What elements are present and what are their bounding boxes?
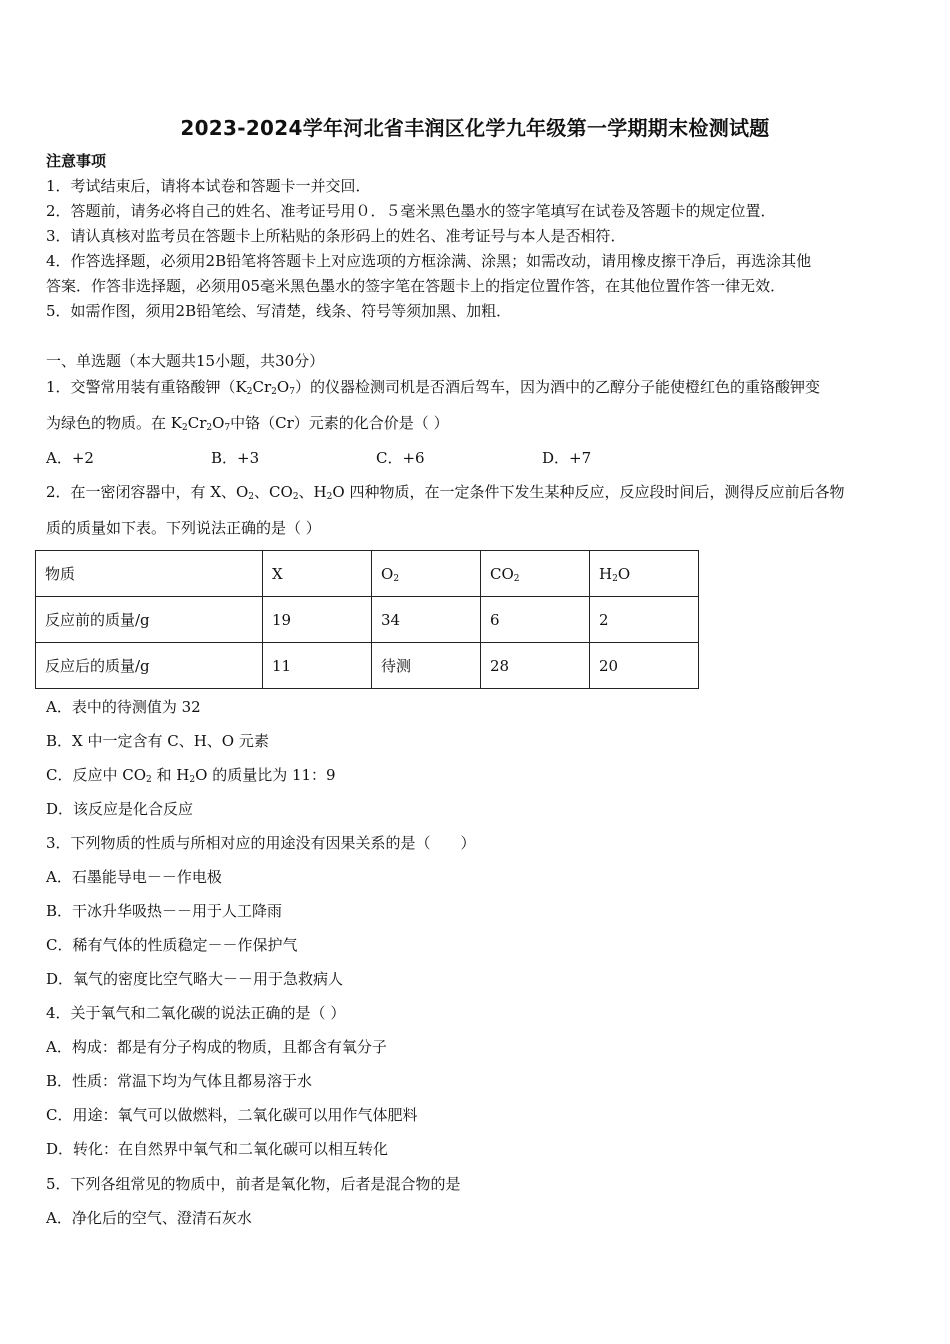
question-3-option-a[interactable]: A．石墨能导电－－作电极 [46,868,222,886]
table-cell: $O_2$ [372,551,481,597]
option-c[interactable]: C．+6 [376,449,425,467]
table-cell: 待测 [372,643,481,689]
question-2-stem-line1: 2．在一密闭容器中，有 X、$O_2$、$CO_2$、$H_2O$ 四种物质，在一定条件下发生某种反应，反应段时间后，测得反应前后各物 [46,483,845,502]
option-d[interactable]: D．+7 [542,449,592,467]
notice-item: 2．答题前，请务必将自己的姓名、准考证号用０．５毫米黑色墨水的签字笔填写在试卷及答题卡的规定位置． [46,202,776,220]
question-4-option-a[interactable]: A．构成：都是有分子构成的物质，且都含有氧分子 [46,1038,387,1056]
table-cell: $CO_2$ [481,551,590,597]
table-cell: X [263,551,372,597]
table-row [36,597,699,643]
table-cell: 反应前的质量/g [36,597,263,643]
table-cell: 反应后的质量/g [36,643,263,689]
question-2-stem-line2: 质的质量如下表。下列说法正确的是（ ） [46,519,321,537]
question-4-stem: 4．关于氧气和二氧化碳的说法正确的是（ ） [46,1004,346,1022]
section-heading: 一、单选题（本大题共15小题，共30分） [46,352,325,370]
question-1-stem-line2: 为绿色的物质。在 $K_2Cr_2O_7$中铬（Cr）元素的化合价是（ ） [46,414,449,433]
table-cell: $H_2O$ [590,551,699,597]
option-a[interactable]: A．+2 [46,449,94,467]
question-4-option-b[interactable]: B．性质：常温下均为气体且都易溶于水 [46,1072,313,1090]
notice-item: 5．如需作图，须用2B铅笔绘、写清楚，线条、符号等须加黑、加粗． [46,302,512,320]
table-row [36,643,699,689]
question-5-stem: 5．下列各组常见的物质中，前者是氧化物，后者是混合物的是 [46,1175,461,1193]
table-cell: 2 [590,597,699,643]
notice-heading: 注意事项 [46,152,107,170]
question-3-option-b[interactable]: B．干冰升华吸热－－用于人工降雨 [46,902,283,920]
question-1-options [46,447,666,467]
question-1-stem-line1: 1．交警常用装有重铬酸钾$(K_2Cr_2O_7)$的仪器检测司机是否酒后驾车，因为酒中的乙醇分子能使橙红色的重铬酸钾变 [46,378,820,397]
table-cell: 19 [263,597,372,643]
table-header-row [36,551,699,597]
mass-table [35,550,699,689]
question-2-option-c[interactable]: C．反应中 $CO_2$ 和 $H_2O$ 的质量比为 11：9 [46,766,336,785]
question-4-option-d[interactable]: D．转化：在自然界中氧气和二氧化碳可以相互转化 [46,1140,389,1158]
table-cell: 34 [372,597,481,643]
question-2-option-a[interactable]: A．表中的待测值为 32 [46,698,201,716]
question-2-option-d[interactable]: D．该反应是化合反应 [46,800,194,818]
option-b[interactable]: B．+3 [211,449,260,467]
question-5-option-a[interactable]: A．净化后的空气、澄清石灰水 [46,1209,252,1227]
exam-title: 2023-2024学年河北省丰润区化学九年级第一学期期末检测试题 [180,116,770,140]
table-cell: 6 [481,597,590,643]
question-3-stem: 3．下列物质的性质与所相对应的用途没有因果关系的是（ ） [46,834,476,852]
question-4-option-c[interactable]: C．用途：氧气可以做燃料，二氧化碳可以用作气体肥料 [46,1106,418,1124]
notice-item: 1．考试结束后，请将本试卷和答题卡一并交回． [46,177,371,195]
table-cell: 20 [590,643,699,689]
question-2-option-b[interactable]: B．X 中一定含有 C、H、O 元素 [46,732,269,750]
question-3-option-c[interactable]: C．稀有气体的性质稳定－－作保护气 [46,936,298,954]
notice-item: 3．请认真核对监考员在答题卡上所粘贴的条形码上的姓名、准考证号与本人是否相符． [46,227,626,245]
question-3-option-d[interactable]: D．氧气的密度比空气略大－－用于急救病人 [46,970,344,988]
notice-item: 答案．作答非选择题，必须用05毫米黑色墨水的签字笔在答题卡上的指定位置作答，在其他位置作答一律无效． [46,277,786,295]
notice-item: 4．作答选择题，必须用2B铅笔将答题卡上对应选项的方框涂满、涂黑；如需改动，请用橡皮擦干净后，再选涂其他 [46,252,812,270]
table-cell: 11 [263,643,372,689]
table-cell: 物质 [36,551,263,597]
table-cell: 28 [481,643,590,689]
